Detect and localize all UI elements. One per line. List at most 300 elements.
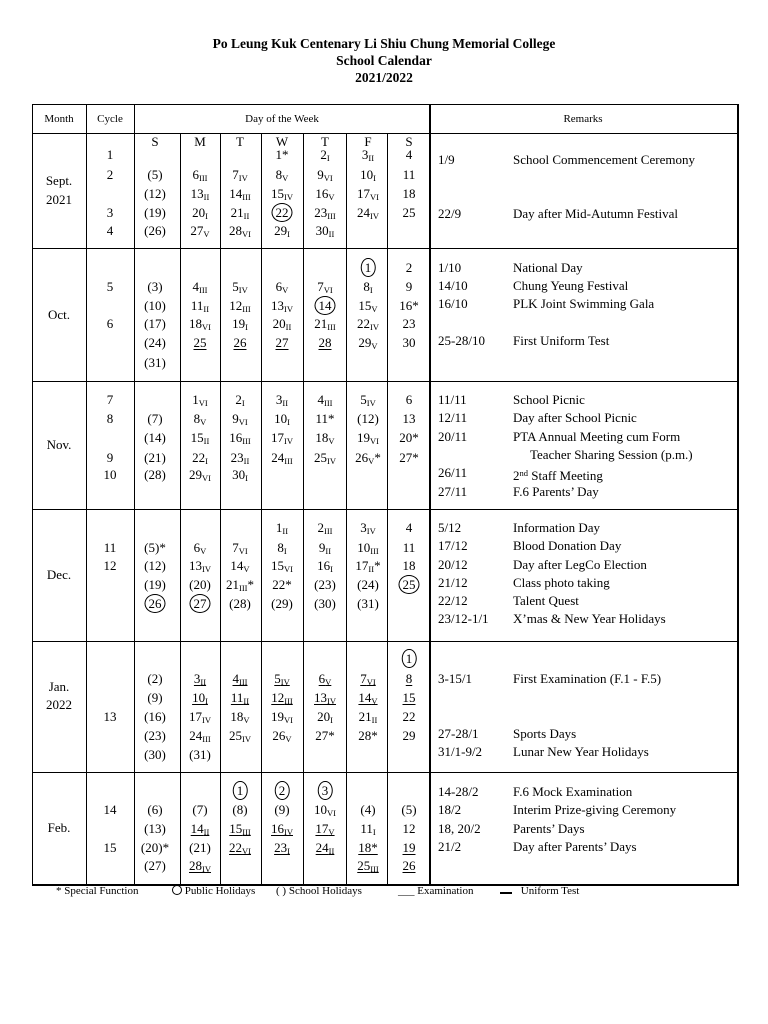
date-cell [357, 431, 379, 448]
day-letter: F [364, 134, 372, 149]
date-cell [274, 841, 290, 858]
remark-date: 26/11 [438, 465, 468, 480]
date-cell [403, 859, 416, 873]
date-cell [194, 541, 207, 558]
date-number: 17 [271, 430, 285, 445]
date-cell [399, 299, 419, 313]
date-cell [147, 168, 162, 182]
cycle-day-subscript: III [202, 734, 211, 744]
cycle-number: 11 [103, 540, 117, 555]
day-column-divider [261, 248, 262, 381]
date-cell [141, 841, 169, 855]
date-cell [399, 451, 419, 465]
legend-public-label: Public Holidays [184, 885, 256, 897]
remark-date: 27/11 [438, 484, 468, 499]
date-number: 17 [355, 558, 369, 573]
date-number: 25 [314, 450, 328, 465]
remark-text: Day after LegCo Election [513, 557, 647, 572]
date-number: 10 [360, 167, 374, 182]
cycle-day-subscript: IV [202, 864, 211, 874]
date-number: 5 [360, 392, 367, 407]
date-cell [403, 206, 416, 220]
date-number: 19 [402, 840, 416, 855]
date-number: 28 [318, 335, 332, 350]
date-cell [275, 784, 290, 798]
legend-examination: ___ Examination [398, 885, 474, 897]
day-column-divider [387, 133, 388, 248]
date-cell [147, 280, 162, 294]
date-number: 14 [230, 558, 244, 573]
month-year: 2021 [46, 192, 72, 207]
cycle-day-subscript: I [245, 322, 248, 332]
day-column-divider [346, 248, 347, 381]
date-number: 13 [190, 186, 204, 201]
date-cell [316, 841, 335, 858]
month-label: Dec. [46, 567, 72, 582]
date-number: (24) [357, 577, 379, 592]
remark-text: Day after Mid-Autumn Festival [513, 206, 678, 221]
date-cell [403, 710, 416, 724]
cycle-day-subscript: V [200, 417, 207, 427]
date-cell [230, 710, 249, 727]
date-number: (20) [189, 577, 211, 592]
date-number: 22* [272, 577, 292, 592]
remark-text: Teacher Sharing Session (p.m.) [530, 447, 693, 462]
cycle-day-subscript: II [243, 456, 250, 466]
date-cell [144, 336, 166, 350]
date-number: (28) [229, 596, 251, 611]
date-number: 22 [192, 450, 206, 465]
date-number: 7 [232, 540, 239, 555]
date-number: (14) [144, 430, 166, 445]
date-cell [144, 206, 166, 220]
date-number: 1 [233, 781, 248, 800]
remark-text: School Commencement Ceremony [513, 152, 695, 167]
cycle-day-subscript: III [324, 398, 333, 408]
date-cell [274, 224, 290, 241]
cycle-day-subscript: III [284, 456, 293, 466]
remark-date: 14-28/2 [438, 784, 479, 799]
date-number: 5 [232, 279, 239, 294]
cycle-number: 2 [106, 167, 114, 182]
date-cell [193, 280, 208, 297]
date-number: 28 [229, 223, 243, 238]
cycle-day-subscript: IV [327, 456, 336, 466]
cycle-day-subscript: VI [323, 285, 333, 295]
remark-date: 12/11 [438, 410, 468, 425]
day-column-divider [303, 641, 304, 772]
date-number: 4 [405, 147, 413, 162]
date-cell [403, 559, 416, 573]
date-number: (21) [144, 450, 166, 465]
date-cell [274, 672, 289, 689]
date-cell [144, 451, 166, 465]
date-cell [314, 578, 336, 592]
date-cell [406, 521, 413, 535]
cycle-day-subscript: III [239, 677, 248, 687]
remark-text: PLK Joint Swimming Gala [513, 296, 655, 311]
remark-date: 25-28/10 [438, 333, 485, 348]
date-number: 13 [402, 411, 416, 426]
date-cell [276, 280, 289, 297]
remark-text: School Picnic [513, 392, 585, 407]
date-number: 3 [318, 781, 333, 800]
date-number: 2 [275, 781, 290, 800]
date-number: 1* [275, 147, 289, 162]
date-cell [194, 412, 207, 429]
cycle-day-subscript: I [287, 229, 290, 239]
date-number: 15 [190, 430, 204, 445]
date-cell [314, 803, 336, 820]
date-number: (21) [189, 840, 211, 855]
date-number: 13 [271, 298, 285, 313]
block-divider [32, 509, 737, 510]
day-letter: T [236, 134, 244, 149]
header-bottom-border [32, 133, 737, 134]
cycle-day-subscript: II [328, 229, 335, 239]
circle-icon [172, 885, 182, 895]
date-number: 16* [399, 298, 419, 313]
cycle-day-subscript: II [368, 153, 375, 163]
date-number: 11* [315, 411, 335, 426]
day-column-divider [303, 772, 304, 884]
date-number: 8 [193, 411, 201, 426]
date-number: 24 [315, 840, 329, 855]
date-number: 12 [229, 298, 243, 313]
day-column-divider [261, 641, 262, 772]
date-cell [194, 672, 206, 689]
date-cell [399, 431, 419, 445]
cycle-day-subscript: IV [202, 715, 211, 725]
date-cell [357, 541, 379, 558]
cycle-day-subscript: IV [238, 285, 248, 295]
date-number: 8 [405, 671, 413, 686]
date-cell [232, 168, 247, 185]
date-cell [233, 672, 248, 689]
ordinal-number: 2 [513, 468, 520, 483]
day-column-divider [387, 248, 388, 381]
date-cell [318, 393, 333, 410]
date-cell [189, 710, 211, 727]
date-cell [189, 578, 211, 592]
day-letter: S [405, 134, 413, 149]
remark-date: 1/9 [438, 152, 455, 167]
remark-text: Sports Days [513, 726, 577, 741]
remark-text: National Day [513, 260, 583, 275]
date-cell [191, 187, 210, 204]
cycle-day-subscript: IV [327, 696, 336, 706]
day-column-divider [303, 509, 304, 641]
date-number: 26 [145, 594, 166, 613]
date-number: 13 [314, 690, 328, 705]
remark-date: 17/12 [438, 538, 468, 553]
date-cell [144, 578, 166, 592]
legend-uniform-label: Uniform Test [520, 885, 580, 897]
date-cell [403, 336, 416, 350]
cycle-day-subscript: IV [202, 564, 211, 574]
date-cell [406, 148, 413, 162]
date-cell [272, 578, 292, 592]
date-number: 21 [226, 577, 239, 592]
date-cell [147, 672, 162, 686]
date-number: 11 [402, 540, 416, 555]
date-cell [360, 393, 375, 410]
date-cell [403, 841, 416, 855]
day-column-divider [180, 772, 181, 884]
date-cell [402, 652, 417, 666]
date-cell [317, 280, 332, 297]
date-cell [229, 187, 251, 204]
date-cell [193, 168, 208, 185]
date-number: 18 [402, 558, 416, 573]
date-cell [147, 691, 162, 705]
month-year: 2022 [46, 697, 72, 712]
date-number: 1 [402, 649, 417, 668]
date-number: 14 [229, 186, 243, 201]
date-number: (12) [144, 558, 166, 573]
cycle-number: 15 [103, 840, 117, 855]
cycle-day-subscript: III [327, 322, 336, 332]
date-cell [360, 822, 375, 839]
cycle-day-subscript: VI [327, 808, 336, 818]
date-number: 22 [272, 203, 293, 222]
date-number: 7 [232, 167, 239, 182]
date-cell [360, 168, 376, 185]
date-cell [358, 691, 377, 708]
date-number: (30) [144, 747, 166, 762]
date-number: 15 [402, 690, 416, 705]
date-number: 18 [189, 316, 203, 331]
dow-header: Day of the Week [245, 113, 319, 125]
date-cell [314, 597, 336, 611]
date-cell [403, 187, 416, 201]
date-cell [229, 729, 251, 746]
date-number: 12 [271, 690, 285, 705]
date-number: 30 [232, 467, 246, 482]
date-cell [358, 729, 378, 743]
date-cell [357, 412, 379, 426]
cycle-day-subscript: III [370, 546, 379, 556]
cycle-day-subscript: II [243, 211, 250, 221]
cycle-day-subscript: VI [370, 192, 379, 202]
date-cell [144, 468, 166, 482]
date-cell [361, 261, 376, 275]
date-cell [363, 280, 372, 297]
date-cell [192, 803, 207, 817]
date-number: (9) [147, 690, 163, 705]
date-number: (28) [144, 467, 166, 482]
date-cell [144, 224, 166, 238]
date-number: 17 [315, 821, 329, 836]
date-number: 29 [189, 467, 203, 482]
cycle-day-subscript: V [328, 436, 335, 446]
month-label: Feb. [47, 820, 71, 835]
remark-text: PTA Annual Meeting cum Form [513, 429, 681, 444]
date-cell [144, 710, 166, 724]
date-cell [403, 317, 416, 331]
date-number: 7 [317, 279, 324, 294]
date-number: 3 [275, 392, 283, 407]
day-column-divider [180, 381, 181, 509]
date-cell [235, 393, 244, 410]
date-cell [189, 317, 211, 334]
cycle-day-subscript: II [328, 846, 335, 856]
date-cell [271, 710, 293, 727]
cycle-day-subscript: VI [370, 436, 379, 446]
cycle-day-subscript: II [285, 322, 292, 332]
cycle-day-subscript: II [368, 564, 375, 574]
cycle-day-subscript: I [287, 846, 290, 856]
date-number: 9 [232, 411, 239, 426]
date-number: 18 [402, 186, 416, 201]
date-cell [231, 451, 250, 468]
date-number: 6 [275, 279, 283, 294]
legend-uniform-test [500, 885, 579, 897]
cycle-day-subscript: V [282, 173, 289, 183]
cycle-day-subscript: I [373, 173, 376, 183]
date-cell [192, 206, 208, 223]
date-cell [144, 729, 166, 743]
cycle-number: 6 [106, 316, 114, 331]
date-number: (23) [314, 577, 336, 592]
date-number: 25 [357, 858, 371, 873]
date-number: 7 [360, 671, 367, 686]
date-number: (12) [357, 411, 379, 426]
date-cell [399, 578, 420, 592]
cycle-number: 8 [106, 411, 114, 426]
date-cell [229, 224, 251, 241]
date-cell [229, 299, 251, 316]
date-number: 24 [189, 728, 203, 743]
date-number: 1 [192, 392, 199, 407]
date-number: (16) [144, 709, 166, 724]
remark-date: 21/12 [438, 575, 468, 590]
remark-text: F.6 Mock Examination [513, 784, 633, 799]
cycle-day-subscript: IV [284, 827, 293, 837]
cycle-day-subscript: VI [284, 564, 293, 574]
date-cell [144, 431, 166, 445]
cycle-day-subscript: I [372, 827, 376, 837]
month-label: Sept. [45, 173, 73, 188]
date-number: 30 [315, 223, 329, 238]
date-number: (31) [357, 596, 379, 611]
cycle-day-subscript: II [325, 546, 332, 556]
table-left-border [32, 104, 33, 884]
day-column-divider [261, 133, 262, 248]
date-cell [192, 691, 208, 708]
date-number: 27 [190, 223, 204, 238]
remark-label: Staff Meeting [528, 468, 603, 483]
cycle-day-subscript: VI [198, 398, 208, 408]
date-number: 9 [405, 279, 413, 294]
day-column-divider [220, 509, 221, 641]
date-cell [276, 168, 289, 185]
date-number: (7) [192, 802, 208, 817]
date-number: 10 [357, 540, 371, 555]
date-cell [358, 336, 377, 353]
date-number: (8) [232, 802, 248, 817]
day-column-divider [220, 641, 221, 772]
date-cell [403, 729, 416, 743]
date-number: 10 [274, 411, 288, 426]
date-cell [232, 317, 248, 334]
date-number: (6) [147, 802, 163, 817]
remark-date: 23/12-1/1 [438, 611, 489, 626]
date-number: 17 [189, 709, 203, 724]
date-number: 6 [405, 392, 413, 407]
date-cell [271, 187, 293, 204]
cycle-day-subscript: V [203, 229, 210, 239]
cycle-number: 1 [106, 147, 114, 162]
cycle-day-subscript: V [371, 696, 378, 706]
day-column-divider [261, 381, 262, 509]
day-column-divider [303, 381, 304, 509]
cycle-day-subscript: II [203, 192, 210, 202]
cycle-day-subscript: V [200, 546, 207, 556]
date-number: 18* [358, 840, 378, 855]
cycle-day-subscript: III [242, 192, 251, 202]
cycle-day-subscript: IV [284, 304, 293, 314]
cycle-day-subscript: IV [370, 211, 379, 221]
day-column-divider [180, 248, 181, 381]
cycle-day-subscript: V [285, 734, 292, 744]
date-cell [360, 521, 375, 538]
date-cell [272, 206, 293, 220]
date-cell [271, 822, 293, 839]
date-cell [357, 317, 379, 334]
cycle-day-subscript: III [327, 211, 336, 221]
legend-school-holidays: ( ) School Holidays [276, 885, 362, 897]
cycle-day-subscript: I [326, 153, 330, 163]
cycle-day-subscript: IV [284, 436, 293, 446]
date-cell [357, 206, 379, 223]
block-divider [32, 248, 737, 249]
date-number: (31) [144, 355, 166, 370]
cycle-day-subscript: III [199, 173, 208, 183]
date-number: 6 [192, 167, 199, 182]
remark-date: 27-28/1 [438, 726, 479, 741]
date-number: 23 [402, 316, 416, 331]
cycle-day-subscript: I [369, 285, 373, 295]
date-cell [189, 841, 211, 855]
date-cell [144, 541, 166, 555]
date-cell [319, 336, 332, 350]
table-right-border [737, 104, 739, 886]
date-number: 22 [229, 840, 243, 855]
date-number: 23 [230, 450, 244, 465]
date-number: (23) [144, 728, 166, 743]
remark-date: 31/1-9/2 [438, 744, 483, 759]
date-cell [357, 597, 379, 611]
cycle-day-subscript: II [371, 715, 378, 725]
date-cell [357, 859, 379, 876]
date-number: 16 [229, 430, 243, 445]
day-column-divider [346, 509, 347, 641]
legend-public-holidays [172, 885, 255, 897]
date-number: 21 [230, 205, 244, 220]
remark-text: Interim Prize-giving Ceremony [513, 802, 677, 817]
cycle-number: 9 [106, 450, 114, 465]
date-cell [314, 691, 336, 708]
date-number: 20 [192, 205, 206, 220]
day-column-divider [387, 381, 388, 509]
day-letter: W [275, 134, 289, 149]
date-cell [355, 451, 381, 468]
date-cell [192, 451, 208, 468]
month-label: Jan. [48, 679, 70, 694]
cycle-day-subscript: II [203, 436, 210, 446]
day-column-divider [303, 133, 304, 248]
